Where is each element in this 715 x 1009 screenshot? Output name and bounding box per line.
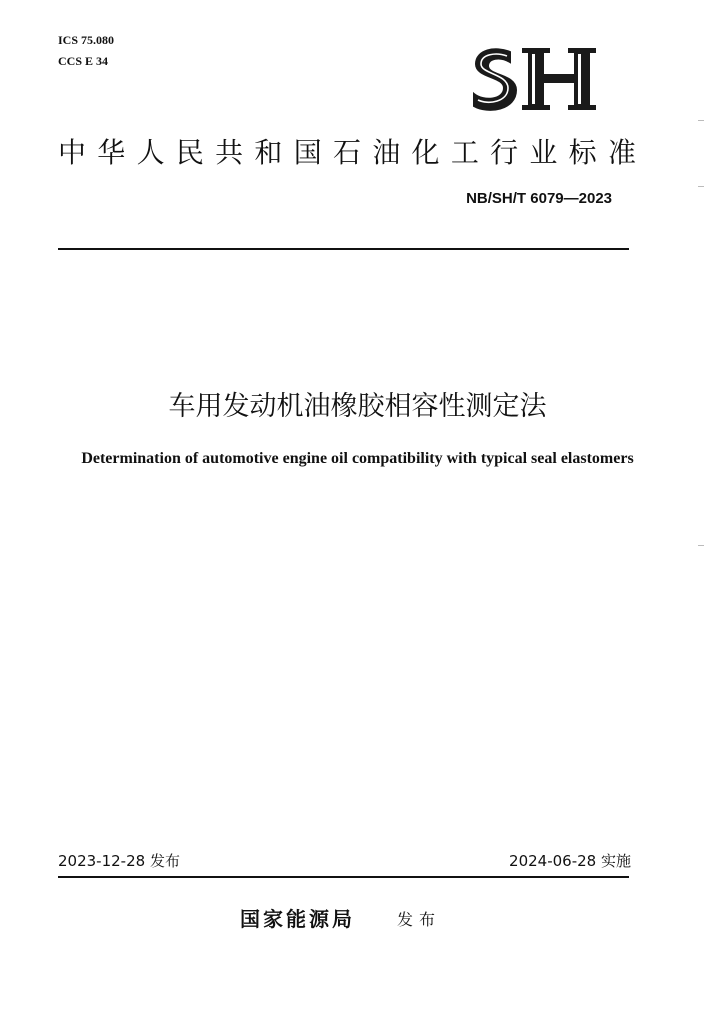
scan-edge-mark <box>698 120 704 121</box>
org-title-char: 油 <box>372 136 401 169</box>
logo-text: SH <box>470 44 472 45</box>
org-title-char: 中 <box>58 136 87 169</box>
document-title-cn: 车用发动机油橡胶相容性测定法 <box>168 391 547 422</box>
org-title-char: 共 <box>215 136 244 169</box>
org-title-char: 业 <box>529 136 558 169</box>
org-title-char: 石 <box>332 136 361 169</box>
org-title-char: 民 <box>175 136 204 169</box>
issue-date: 2023-12-28 发布 <box>58 852 180 870</box>
org-title-char: 人 <box>136 136 165 169</box>
footer-divider <box>58 876 629 878</box>
org-title-char: 准 <box>607 136 636 169</box>
standard-code: NB/SH/T 6079—2023 <box>466 190 612 207</box>
header-divider <box>58 248 629 250</box>
scan-edge-mark <box>698 186 704 187</box>
org-title-char: 标 <box>568 136 597 169</box>
org-title-char: 和 <box>254 136 283 169</box>
implementation-date: 2024-06-28 实施 <box>509 852 631 870</box>
publisher-suffix: 发布 <box>397 910 442 929</box>
org-title-char: 国 <box>293 136 322 169</box>
org-title-char: 工 <box>450 136 479 169</box>
publisher-name: 国家能源局 <box>240 907 355 931</box>
ccs-code: CCS E 34 <box>58 54 109 68</box>
org-title-char: 行 <box>490 136 519 169</box>
org-title <box>58 131 636 171</box>
ics-code: ICS 75.080 <box>58 33 115 47</box>
sh-logo <box>470 44 616 114</box>
scan-edge-mark <box>698 545 704 546</box>
org-title-char: 化 <box>411 136 440 169</box>
document-title-en: Determination of automotive engine oil compatibility with typical seal elastomers <box>81 450 634 467</box>
org-title-char: 华 <box>97 136 126 169</box>
